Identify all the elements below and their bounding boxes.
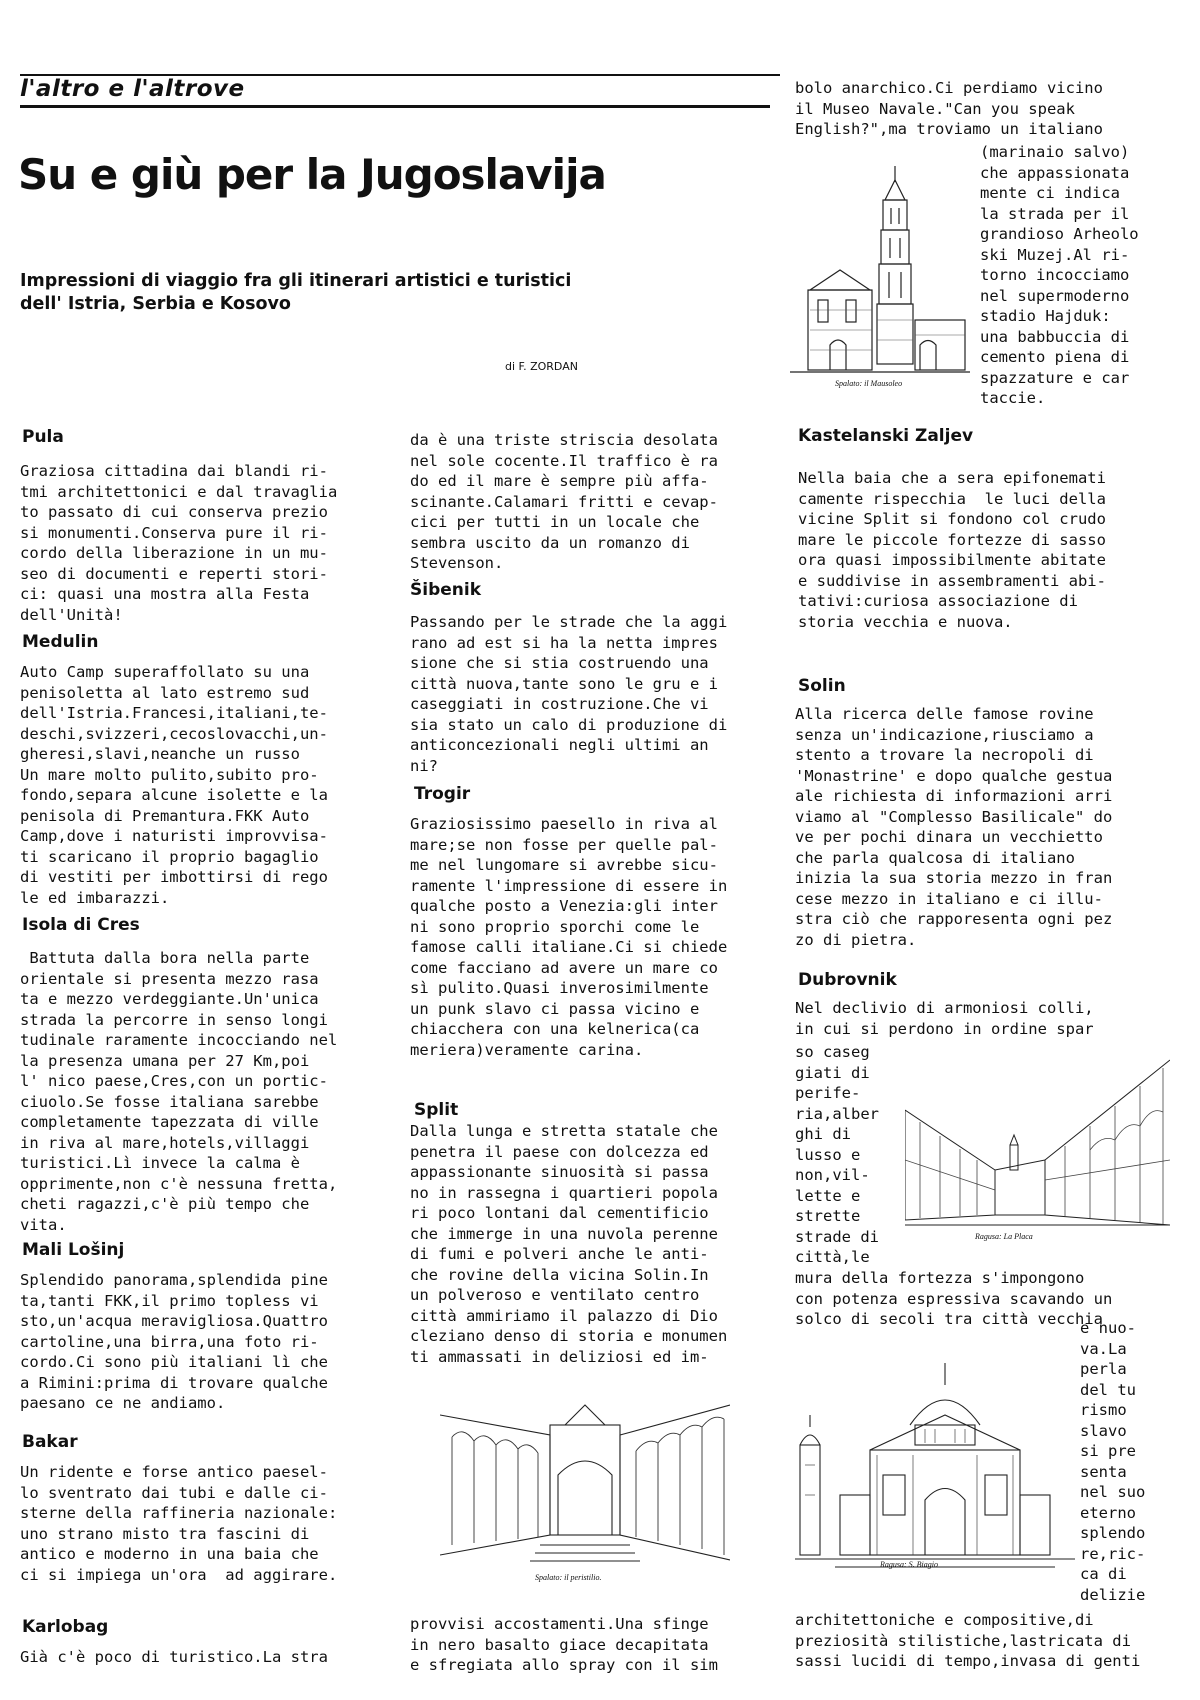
caption-placa: Ragusa: La Placa xyxy=(975,1232,1033,1241)
section-title-solin: Solin xyxy=(798,676,846,696)
subtitle-line-1: Impressioni di viaggio fra gli itinerari artistici e turistici xyxy=(20,271,572,291)
section-text-karlobag-cont: da è una triste striscia desolata nel sole cocente.Il traffico è ra do ed il mare è sempre più affa- scinante.Calamari fritti e cevap- cici per tutti in un locale che sembra uscito da un romanzo di Stevenson. xyxy=(410,431,718,572)
byline-prefix: di xyxy=(505,360,516,373)
section-title-karlobag: Karlobag xyxy=(22,1617,109,1637)
section-title-cres: Isola di Cres xyxy=(22,915,140,935)
caption-mausoleum: Spalato: il Mausoleo xyxy=(835,379,903,388)
mausoleum-illustration xyxy=(790,160,970,390)
section-text-trogir: Graziosissimo paesello in riva al mare;se non fosse per quelle pal- me nel lungomare si avrebbe sicu- ramente l'impressione di essere in qualche posto a Venezia:gli inter ni sono proprio sporchi come le famose calli italiane.Ci si chiede come facciano ad avere un mare co sì pulito.Quasi inverosimilmente un punk slavo ci passa vicino e chiacchera con una kelnerica(ca meriera)veramente carina. xyxy=(410,815,728,1059)
subtitle-line-2: dell' Istria, Serbia e Kosovo xyxy=(20,294,291,314)
section-text-dubrovnik-full2: architettoniche e compositive,di preziosità stilistiche,lastricata di sassi lucidi di tempo,invasa di genti xyxy=(795,1611,1141,1670)
article-title: Su e giù per la Jugoslavija xyxy=(18,150,606,199)
san-biagio-church-illustration xyxy=(795,1355,1075,1575)
section-title-kastelanski: Kastelanski Zaljev xyxy=(798,426,974,446)
peristyle-illustration xyxy=(440,1385,730,1565)
caption-peristyle: Spalato: il peristilio. xyxy=(535,1573,602,1582)
section-text-solin: Alla ricerca delle famose rovine senza un'indicazione,riusciamo a stento a trovare la necropoli di 'Monastrine' e dopo qualche gestua ale richiesta di informazioni arri viamo al "Complesso Basilicale" do ve per pochi dinara un vecchietto che parla qualcosa di italiano inizia la sua storia mezzo in fran cese mezzo in italiano e ci illu- stra ciò che rapporesenta ogni pez zo di pietra. xyxy=(795,705,1113,949)
section-title-pula: Pula xyxy=(22,427,64,447)
section-title-medulin: Medulin xyxy=(22,632,99,652)
section-text-dubrovnik-wrap2: e nuo- va.La perla del tu rismo slavo si pre senta nel suo eterno splendo re,ric- ca di delizie xyxy=(1080,1319,1146,1604)
section-text-dubrovnik-intro: Nel declivio di armoniosi colli, in cui si perdono in ordine spar xyxy=(795,999,1094,1038)
section-title-sibenik: Šibenik xyxy=(410,580,482,600)
section-text-split-cont: provvisi accostamenti.Una sfinge in nero basalto giace decapitata e sfregiata allo spray con il sim xyxy=(410,1615,718,1674)
byline-author: F. ZORDAN xyxy=(518,360,578,373)
section-text-cres: Battuta dalla bora nella parte orientale si presenta mezzo rasa ta e mezzo verdeggiante.Un'unica strada la percorre in senso longi tudinale raramente incocciando nel la presenza umana per 27 Km,poi l' nico paese,Cres,con un portic- ciuolo.Se fosse italiana sarebbe completamente tapezzata di ville in riva al mare,hotels,villaggi turistici.Lì invece la calma è opprimente,non c'è nessuna fretta, cheti ragazzi,c'è più tempo che vita. xyxy=(20,949,338,1234)
col3-top-text: bolo anarchico.Ci perdiamo vicino il Museo Navale."Can you speak English?",ma troviamo un italiano xyxy=(795,79,1103,138)
section-title-trogir: Trogir xyxy=(414,784,471,804)
section-text-split: Dalla lunga e stretta statale che penetra il paese con dolcezza ed appassionante sinuosità si passa no in rassegna i quartieri popola ri poco lontani dal cementificio che immerge in una nuvola perenne di fumi e polveri anche le anti- che rovine della vicina Solin.In un polveroso e ventilato centro città ammiriamo il palazzo di Dio cleziano denso di storia e monumen ti ammassati in deliziosi ed im- xyxy=(410,1122,728,1366)
caption-biagio: Ragusa: S. Biagio xyxy=(880,1560,938,1569)
section-text-losinj: Splendido panorama,splendida pine ta,tanti FKK,il primo topless vi sto,un'acqua meravigliosa.Quattro cartoline,una birra,una foto ri- cordo.Ci sono più italiani lì che a Rimini:prima di trovare qualche paesano ce ne andiamo. xyxy=(20,1271,328,1412)
section-title-dubrovnik: Dubrovnik xyxy=(798,970,897,990)
section-title-split: Split xyxy=(414,1100,459,1120)
section-title-bakar: Bakar xyxy=(22,1432,78,1452)
placa-street-illustration xyxy=(905,1050,1170,1230)
section-text-karlobag: Già c'è poco di turistico.La stra xyxy=(20,1648,328,1666)
section-text-bakar: Un ridente e forse antico paesel- lo sventrato dai tubi e dalle ci- sterne della raffineria nazionale: uno strano misto tra fascini di antico e moderno in una baia che ci si impiega un'ora ad aggirare. xyxy=(20,1463,338,1584)
article-subtitle xyxy=(20,270,680,316)
kicker-underline xyxy=(20,105,770,108)
section-kicker: l'altro e l'altrove xyxy=(20,76,245,102)
section-text-medulin: Auto Camp superaffollato su una penisoletta al lato estremo sud dell'Istria.Francesi,italiani,te- deschi,svizzeri,cecoslovacchi,un- gheresi,slavi,neanche un russo Un mare molto pulito,subito pro- fondo,separa alcune isolette e la penisola di Premantura.FKK Auto Camp,dove i naturisti improvvisa- ti scaricano il proprio bagaglio di vestiti per imbottirsi di rego le ed imbarazzi. xyxy=(20,663,328,907)
section-title-losinj: Mali Lošinj xyxy=(22,1240,125,1260)
section-text-dubrovnik-wrap1: so caseg giati di perife- ria,alber ghi di lusso e non,vil- lette e strette strade di città,le xyxy=(795,1043,879,1266)
section-text-kastelanski: Nella baia che a sera epifonemati camente rispecchia le luci della vicine Split si fondono col crudo mare le piccole fortezze di sasso ora quasi impossibilmente abitate e suddivise in assembramenti abi- tativi:curiosa associazione di storia vecchia e nuova. xyxy=(798,469,1106,631)
byline xyxy=(505,360,578,373)
col3-wrap-text: (marinaio salvo) che appassionata mente ci indica la strada per il grandioso Arheolo ski Muzej.Al ri- torno incocciamo nel supermoderno stadio Hajduk: una babbuccia di cemento piena di spazzature e car taccie. xyxy=(980,143,1139,407)
section-text-pula: Graziosa cittadina dai blandi ri- tmi architettonici e dal travaglia to passato di cui conserva prezio si monumenti.Conserva pure il ri- cordo della liberazione in un mu- seo di documenti e reperti stori- ci: quasi una mostra alla Festa dell'Unità! xyxy=(20,462,338,624)
section-text-dubrovnik-full1: mura della fortezza s'impongono con potenza espressiva scavando un solco di secoli tra città vecchia xyxy=(795,1269,1113,1328)
section-text-sibenik: Passando per le strade che la aggi rano ad est si ha la netta impres sione che si stia costruendo una città nuova,tante sono le gru e i caseggiati in costruzione.Che vi sia stato un calo di produzione di anticoncezionali negli ultimi an ni? xyxy=(410,613,728,775)
